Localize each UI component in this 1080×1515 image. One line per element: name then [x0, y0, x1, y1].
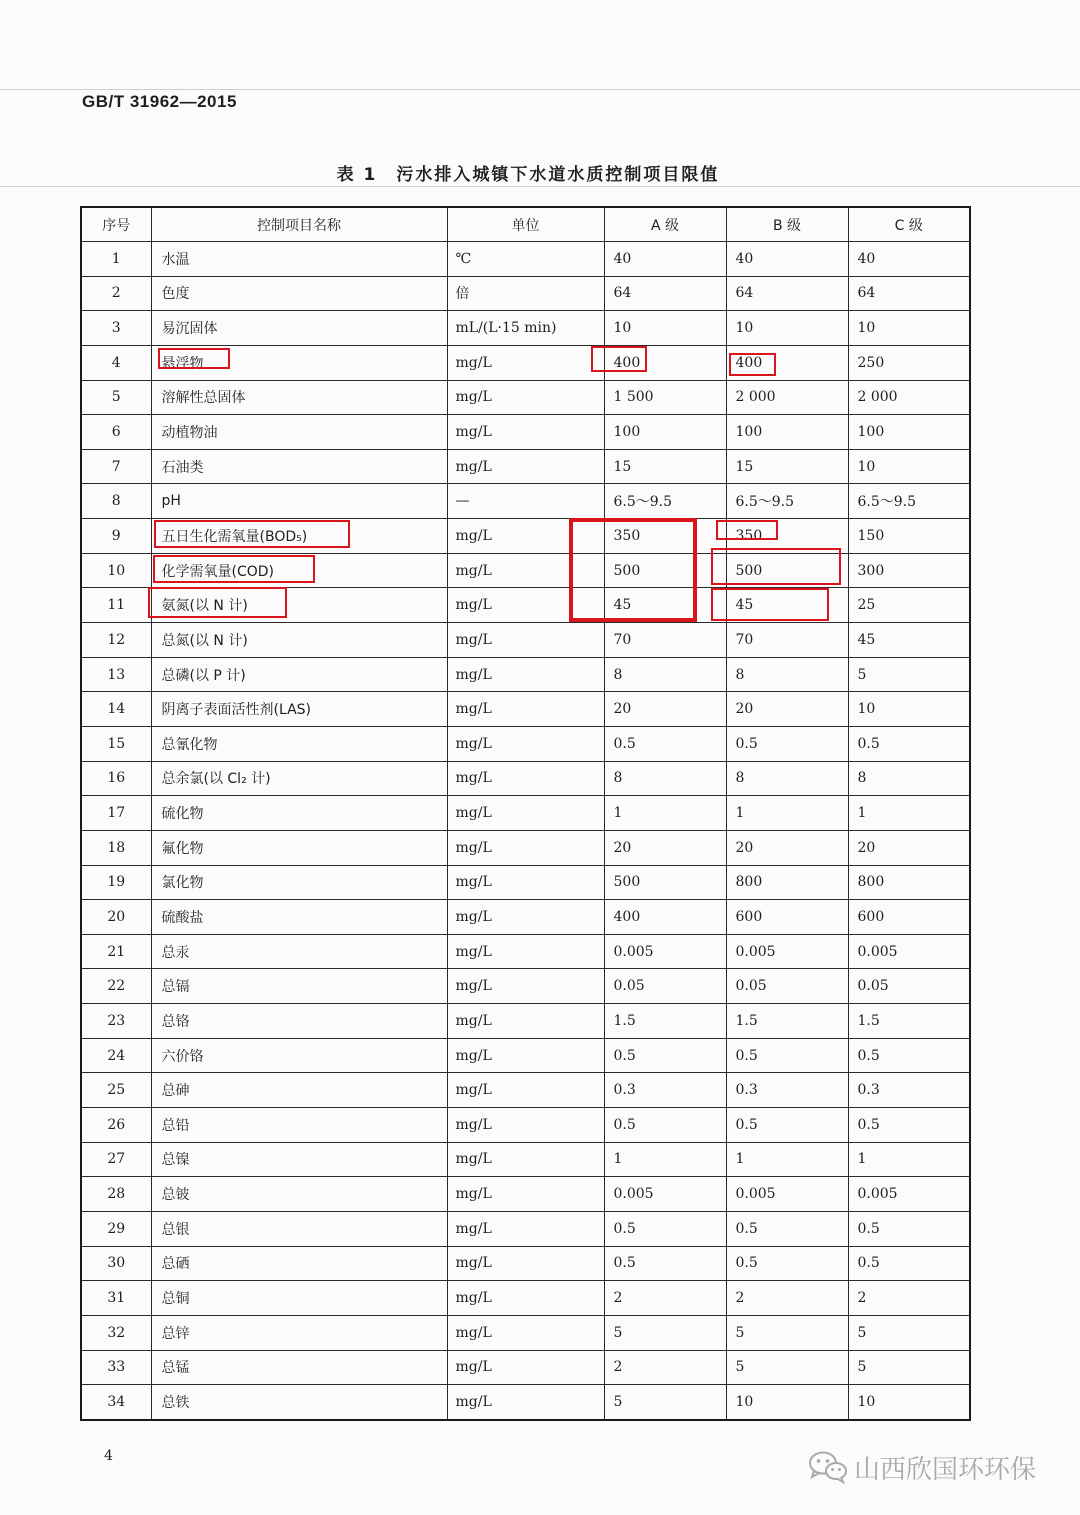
- table-row: [81, 623, 970, 658]
- cell-grade-b: 400: [726, 345, 848, 380]
- cell-serial-number: 14: [81, 692, 151, 727]
- cell-grade-a: 45: [604, 588, 726, 623]
- cell-item-name: 水温: [151, 242, 447, 277]
- cell-serial-number: 8: [81, 484, 151, 519]
- cell-grade-c: 0.5: [848, 1038, 970, 1073]
- cell-unit: mg/L: [447, 1142, 604, 1177]
- cell-grade-a: 2: [604, 1350, 726, 1385]
- cell-grade-b: 2: [726, 1281, 848, 1316]
- cell-grade-c: 1: [848, 796, 970, 831]
- cell-item-name: 总镍: [151, 1142, 447, 1177]
- cell-grade-c: 45: [848, 623, 970, 658]
- cell-grade-b: 20: [726, 692, 848, 727]
- cell-item-name: 总锰: [151, 1350, 447, 1385]
- cell-item-name: 氟化物: [151, 830, 447, 865]
- cell-grade-b: 0.05: [726, 969, 848, 1004]
- cell-grade-b: 0.5: [726, 1246, 848, 1281]
- page-number: 4: [104, 1448, 113, 1464]
- cell-unit: mg/L: [447, 1246, 604, 1281]
- cell-unit: mg/L: [447, 657, 604, 692]
- table-row: [81, 1281, 970, 1316]
- cell-serial-number: 21: [81, 934, 151, 969]
- cell-grade-a: 8: [604, 761, 726, 796]
- cell-grade-b: 0.5: [726, 726, 848, 761]
- cell-unit: mg/L: [447, 380, 604, 415]
- cell-item-name: 六价铬: [151, 1038, 447, 1073]
- cell-item-name: 石油类: [151, 449, 447, 484]
- cell-serial-number: 11: [81, 588, 151, 623]
- cell-serial-number: 28: [81, 1177, 151, 1212]
- cell-grade-a: 0.3: [604, 1073, 726, 1108]
- table-row: [81, 865, 970, 900]
- cell-item-name: 氨氮(以 N 计): [151, 588, 447, 623]
- cell-grade-b: 0.005: [726, 934, 848, 969]
- cell-grade-a: 20: [604, 692, 726, 727]
- cell-grade-c: 300: [848, 553, 970, 588]
- cell-grade-c: 0.5: [848, 726, 970, 761]
- cell-serial-number: 24: [81, 1038, 151, 1073]
- cell-unit: mg/L: [447, 345, 604, 380]
- table-row: [81, 726, 970, 761]
- cell-unit: ℃: [447, 242, 604, 277]
- cell-serial-number: 20: [81, 900, 151, 935]
- cell-grade-c: 2: [848, 1281, 970, 1316]
- table-header-row: [81, 207, 970, 242]
- cell-unit: mg/L: [447, 726, 604, 761]
- cell-serial-number: 13: [81, 657, 151, 692]
- table-row: [81, 900, 970, 935]
- cell-grade-c: 20: [848, 830, 970, 865]
- table-row: [81, 830, 970, 865]
- cell-serial-number: 29: [81, 1211, 151, 1246]
- cell-serial-number: 27: [81, 1142, 151, 1177]
- cell-grade-c: 1: [848, 1142, 970, 1177]
- cell-grade-b: 350: [726, 519, 848, 554]
- cell-item-name: 阴离子表面活性剂(LAS): [151, 692, 447, 727]
- cell-grade-a: 0.5: [604, 1038, 726, 1073]
- cell-item-name: 硫化物: [151, 796, 447, 831]
- cell-grade-b: 6.5～9.5: [726, 484, 848, 519]
- table-row: [81, 1177, 970, 1212]
- table-row: [81, 1211, 970, 1246]
- watermark-text: 山西欣国环环保: [854, 1454, 1037, 1485]
- cell-grade-c: 0.005: [848, 1177, 970, 1212]
- cell-grade-a: 5: [604, 1385, 726, 1420]
- cell-grade-a: 400: [604, 345, 726, 380]
- header-grade-a: A 级: [604, 207, 726, 242]
- cell-grade-a: 64: [604, 276, 726, 311]
- cell-item-name: 五日生化需氧量(BOD₅): [151, 519, 447, 554]
- cell-grade-a: 40: [604, 242, 726, 277]
- table-row: [81, 934, 970, 969]
- cell-serial-number: 23: [81, 1004, 151, 1039]
- table-row: [81, 311, 970, 346]
- cell-unit: mg/L: [447, 1177, 604, 1212]
- wechat-icon: [808, 1450, 848, 1484]
- cell-grade-c: 6.5～9.5: [848, 484, 970, 519]
- table-row: [81, 1315, 970, 1350]
- cell-grade-a: 100: [604, 415, 726, 450]
- cell-grade-a: 2: [604, 1281, 726, 1316]
- cell-grade-a: 0.5: [604, 1211, 726, 1246]
- watermark: [808, 1447, 1036, 1487]
- cell-serial-number: 1: [81, 242, 151, 277]
- table-row: [81, 692, 970, 727]
- cell-serial-number: 32: [81, 1315, 151, 1350]
- cell-item-name: 总铁: [151, 1385, 447, 1420]
- cell-serial-number: 25: [81, 1073, 151, 1108]
- table-row: [81, 761, 970, 796]
- cell-serial-number: 12: [81, 623, 151, 658]
- cell-grade-b: 1: [726, 796, 848, 831]
- cell-grade-c: 10: [848, 1385, 970, 1420]
- cell-grade-a: 1: [604, 796, 726, 831]
- cell-grade-b: 0.5: [726, 1211, 848, 1246]
- cell-grade-b: 100: [726, 415, 848, 450]
- cell-unit: mg/L: [447, 1211, 604, 1246]
- cell-grade-a: 0.05: [604, 969, 726, 1004]
- cell-serial-number: 16: [81, 761, 151, 796]
- cell-grade-c: 0.05: [848, 969, 970, 1004]
- cell-serial-number: 31: [81, 1281, 151, 1316]
- cell-grade-a: 0.005: [604, 934, 726, 969]
- cell-grade-c: 5: [848, 1350, 970, 1385]
- cell-item-name: 易沉固体: [151, 311, 447, 346]
- cell-unit: mg/L: [447, 1385, 604, 1420]
- cell-grade-a: 20: [604, 830, 726, 865]
- cell-grade-c: 800: [848, 865, 970, 900]
- cell-serial-number: 26: [81, 1108, 151, 1143]
- cell-unit: mg/L: [447, 761, 604, 796]
- cell-grade-a: 400: [604, 900, 726, 935]
- cell-grade-a: 1: [604, 1142, 726, 1177]
- cell-grade-c: 0.5: [848, 1246, 970, 1281]
- cell-grade-c: 10: [848, 449, 970, 484]
- cell-grade-b: 1.5: [726, 1004, 848, 1039]
- cell-unit: mg/L: [447, 1281, 604, 1316]
- cell-unit: mg/L: [447, 900, 604, 935]
- table-row: [81, 449, 970, 484]
- cell-grade-a: 15: [604, 449, 726, 484]
- cell-item-name: 总硒: [151, 1246, 447, 1281]
- cell-serial-number: 22: [81, 969, 151, 1004]
- cell-item-name: 总汞: [151, 934, 447, 969]
- table-row: [81, 1073, 970, 1108]
- cell-item-name: 悬浮物: [151, 345, 447, 380]
- cell-unit: mL/(L·15 min): [447, 311, 604, 346]
- cell-grade-b: 10: [726, 1385, 848, 1420]
- cell-grade-b: 5: [726, 1315, 848, 1350]
- cell-item-name: 总银: [151, 1211, 447, 1246]
- cell-grade-b: 40: [726, 242, 848, 277]
- cell-grade-b: 1: [726, 1142, 848, 1177]
- cell-grade-c: 10: [848, 311, 970, 346]
- cell-grade-b: 800: [726, 865, 848, 900]
- cell-serial-number: 15: [81, 726, 151, 761]
- cell-grade-c: 0.3: [848, 1073, 970, 1108]
- cell-unit: 倍: [447, 276, 604, 311]
- cell-item-name: 总铜: [151, 1281, 447, 1316]
- table-row: [81, 969, 970, 1004]
- cell-grade-c: 5: [848, 657, 970, 692]
- header-grade-c: C 级: [848, 207, 970, 242]
- cell-item-name: 溶解性总固体: [151, 380, 447, 415]
- table-row: [81, 1004, 970, 1039]
- cell-grade-c: 100: [848, 415, 970, 450]
- cell-unit: mg/L: [447, 692, 604, 727]
- table-row: [81, 519, 970, 554]
- cell-unit: mg/L: [447, 1350, 604, 1385]
- cell-unit: —: [447, 484, 604, 519]
- cell-grade-a: 0.5: [604, 726, 726, 761]
- cell-grade-b: 70: [726, 623, 848, 658]
- table-row: [81, 415, 970, 450]
- cell-grade-a: 10: [604, 311, 726, 346]
- cell-grade-a: 6.5～9.5: [604, 484, 726, 519]
- table-body: [81, 242, 970, 1421]
- table-row: [81, 1108, 970, 1143]
- cell-unit: mg/L: [447, 588, 604, 623]
- cell-grade-b: 0.5: [726, 1038, 848, 1073]
- cell-unit: mg/L: [447, 1108, 604, 1143]
- cell-grade-b: 8: [726, 657, 848, 692]
- cell-grade-b: 2 000: [726, 380, 848, 415]
- cell-unit: mg/L: [447, 830, 604, 865]
- cell-item-name: 总氮(以 N 计): [151, 623, 447, 658]
- cell-grade-c: 2 000: [848, 380, 970, 415]
- scan-rule-upper: [0, 186, 1080, 187]
- cell-grade-a: 70: [604, 623, 726, 658]
- cell-unit: mg/L: [447, 796, 604, 831]
- cell-item-name: 色度: [151, 276, 447, 311]
- cell-serial-number: 10: [81, 553, 151, 588]
- cell-grade-b: 5: [726, 1350, 848, 1385]
- cell-item-name: 总砷: [151, 1073, 447, 1108]
- cell-unit: mg/L: [447, 1315, 604, 1350]
- header-unit: 单位: [447, 207, 604, 242]
- cell-item-name: 动植物油: [151, 415, 447, 450]
- cell-grade-c: 10: [848, 692, 970, 727]
- cell-item-name: 总余氯(以 Cl₂ 计): [151, 761, 447, 796]
- table-row: [81, 1246, 970, 1281]
- table-row: [81, 345, 970, 380]
- cell-item-name: 总铍: [151, 1177, 447, 1212]
- water-quality-limits-table: [80, 206, 971, 1421]
- cell-grade-c: 5: [848, 1315, 970, 1350]
- cell-grade-a: 0.005: [604, 1177, 726, 1212]
- cell-grade-c: 150: [848, 519, 970, 554]
- cell-grade-b: 45: [726, 588, 848, 623]
- cell-serial-number: 2: [81, 276, 151, 311]
- cell-grade-c: 0.005: [848, 934, 970, 969]
- cell-serial-number: 9: [81, 519, 151, 554]
- cell-grade-a: 0.5: [604, 1246, 726, 1281]
- cell-serial-number: 3: [81, 311, 151, 346]
- header-serial-number: 序号: [81, 207, 151, 242]
- header-item-name: 控制项目名称: [151, 207, 447, 242]
- table-row: [81, 1038, 970, 1073]
- cell-grade-c: 250: [848, 345, 970, 380]
- cell-grade-c: 0.5: [848, 1211, 970, 1246]
- cell-grade-c: 25: [848, 588, 970, 623]
- cell-grade-b: 0.3: [726, 1073, 848, 1108]
- cell-grade-b: 8: [726, 761, 848, 796]
- cell-unit: mg/L: [447, 623, 604, 658]
- cell-unit: mg/L: [447, 934, 604, 969]
- cell-grade-c: 64: [848, 276, 970, 311]
- cell-grade-c: 1.5: [848, 1004, 970, 1039]
- cell-grade-a: 1.5: [604, 1004, 726, 1039]
- cell-item-name: 总铬: [151, 1004, 447, 1039]
- cell-serial-number: 17: [81, 796, 151, 831]
- table-title: 表 1 污水排入城镇下水道水质控制项目限值: [336, 165, 720, 185]
- cell-serial-number: 30: [81, 1246, 151, 1281]
- cell-unit: mg/L: [447, 1073, 604, 1108]
- cell-unit: mg/L: [447, 1004, 604, 1039]
- cell-grade-a: 500: [604, 865, 726, 900]
- cell-unit: mg/L: [447, 969, 604, 1004]
- cell-serial-number: 6: [81, 415, 151, 450]
- cell-grade-c: 600: [848, 900, 970, 935]
- cell-unit: mg/L: [447, 1038, 604, 1073]
- cell-serial-number: 34: [81, 1385, 151, 1420]
- cell-grade-b: 10: [726, 311, 848, 346]
- cell-grade-a: 8: [604, 657, 726, 692]
- cell-serial-number: 33: [81, 1350, 151, 1385]
- table-row: [81, 1350, 970, 1385]
- cell-serial-number: 18: [81, 830, 151, 865]
- cell-unit: mg/L: [447, 519, 604, 554]
- cell-grade-b: 600: [726, 900, 848, 935]
- table-row: [81, 484, 970, 519]
- cell-item-name: pH: [151, 484, 447, 519]
- cell-unit: mg/L: [447, 865, 604, 900]
- table-row: [81, 588, 970, 623]
- cell-item-name: 总氰化物: [151, 726, 447, 761]
- cell-grade-a: 0.5: [604, 1108, 726, 1143]
- cell-grade-b: 500: [726, 553, 848, 588]
- table-row: [81, 380, 970, 415]
- cell-grade-b: 0.5: [726, 1108, 848, 1143]
- table-row: [81, 242, 970, 277]
- table-row: [81, 553, 970, 588]
- cell-grade-c: 40: [848, 242, 970, 277]
- table-row: [81, 1142, 970, 1177]
- cell-item-name: 硫酸盐: [151, 900, 447, 935]
- cell-serial-number: 5: [81, 380, 151, 415]
- cell-serial-number: 19: [81, 865, 151, 900]
- cell-grade-b: 15: [726, 449, 848, 484]
- cell-grade-b: 0.005: [726, 1177, 848, 1212]
- cell-item-name: 总铅: [151, 1108, 447, 1143]
- cell-grade-b: 64: [726, 276, 848, 311]
- table-row: [81, 276, 970, 311]
- cell-grade-a: 350: [604, 519, 726, 554]
- standard-code: GB/T 31962—2015: [82, 92, 237, 111]
- cell-unit: mg/L: [447, 553, 604, 588]
- table-row: [81, 796, 970, 831]
- table-row: [81, 1385, 970, 1420]
- cell-serial-number: 7: [81, 449, 151, 484]
- cell-grade-c: 0.5: [848, 1108, 970, 1143]
- cell-item-name: 氯化物: [151, 865, 447, 900]
- header-grade-b: B 级: [726, 207, 848, 242]
- cell-item-name: 总镉: [151, 969, 447, 1004]
- table-row: [81, 657, 970, 692]
- cell-unit: mg/L: [447, 449, 604, 484]
- cell-serial-number: 4: [81, 345, 151, 380]
- cell-unit: mg/L: [447, 415, 604, 450]
- scan-rule-top: [0, 89, 1080, 90]
- cell-grade-b: 20: [726, 830, 848, 865]
- cell-grade-a: 1 500: [604, 380, 726, 415]
- cell-grade-a: 5: [604, 1315, 726, 1350]
- cell-grade-c: 8: [848, 761, 970, 796]
- cell-item-name: 总磷(以 P 计): [151, 657, 447, 692]
- cell-item-name: 化学需氧量(COD): [151, 553, 447, 588]
- cell-item-name: 总锌: [151, 1315, 447, 1350]
- cell-grade-a: 500: [604, 553, 726, 588]
